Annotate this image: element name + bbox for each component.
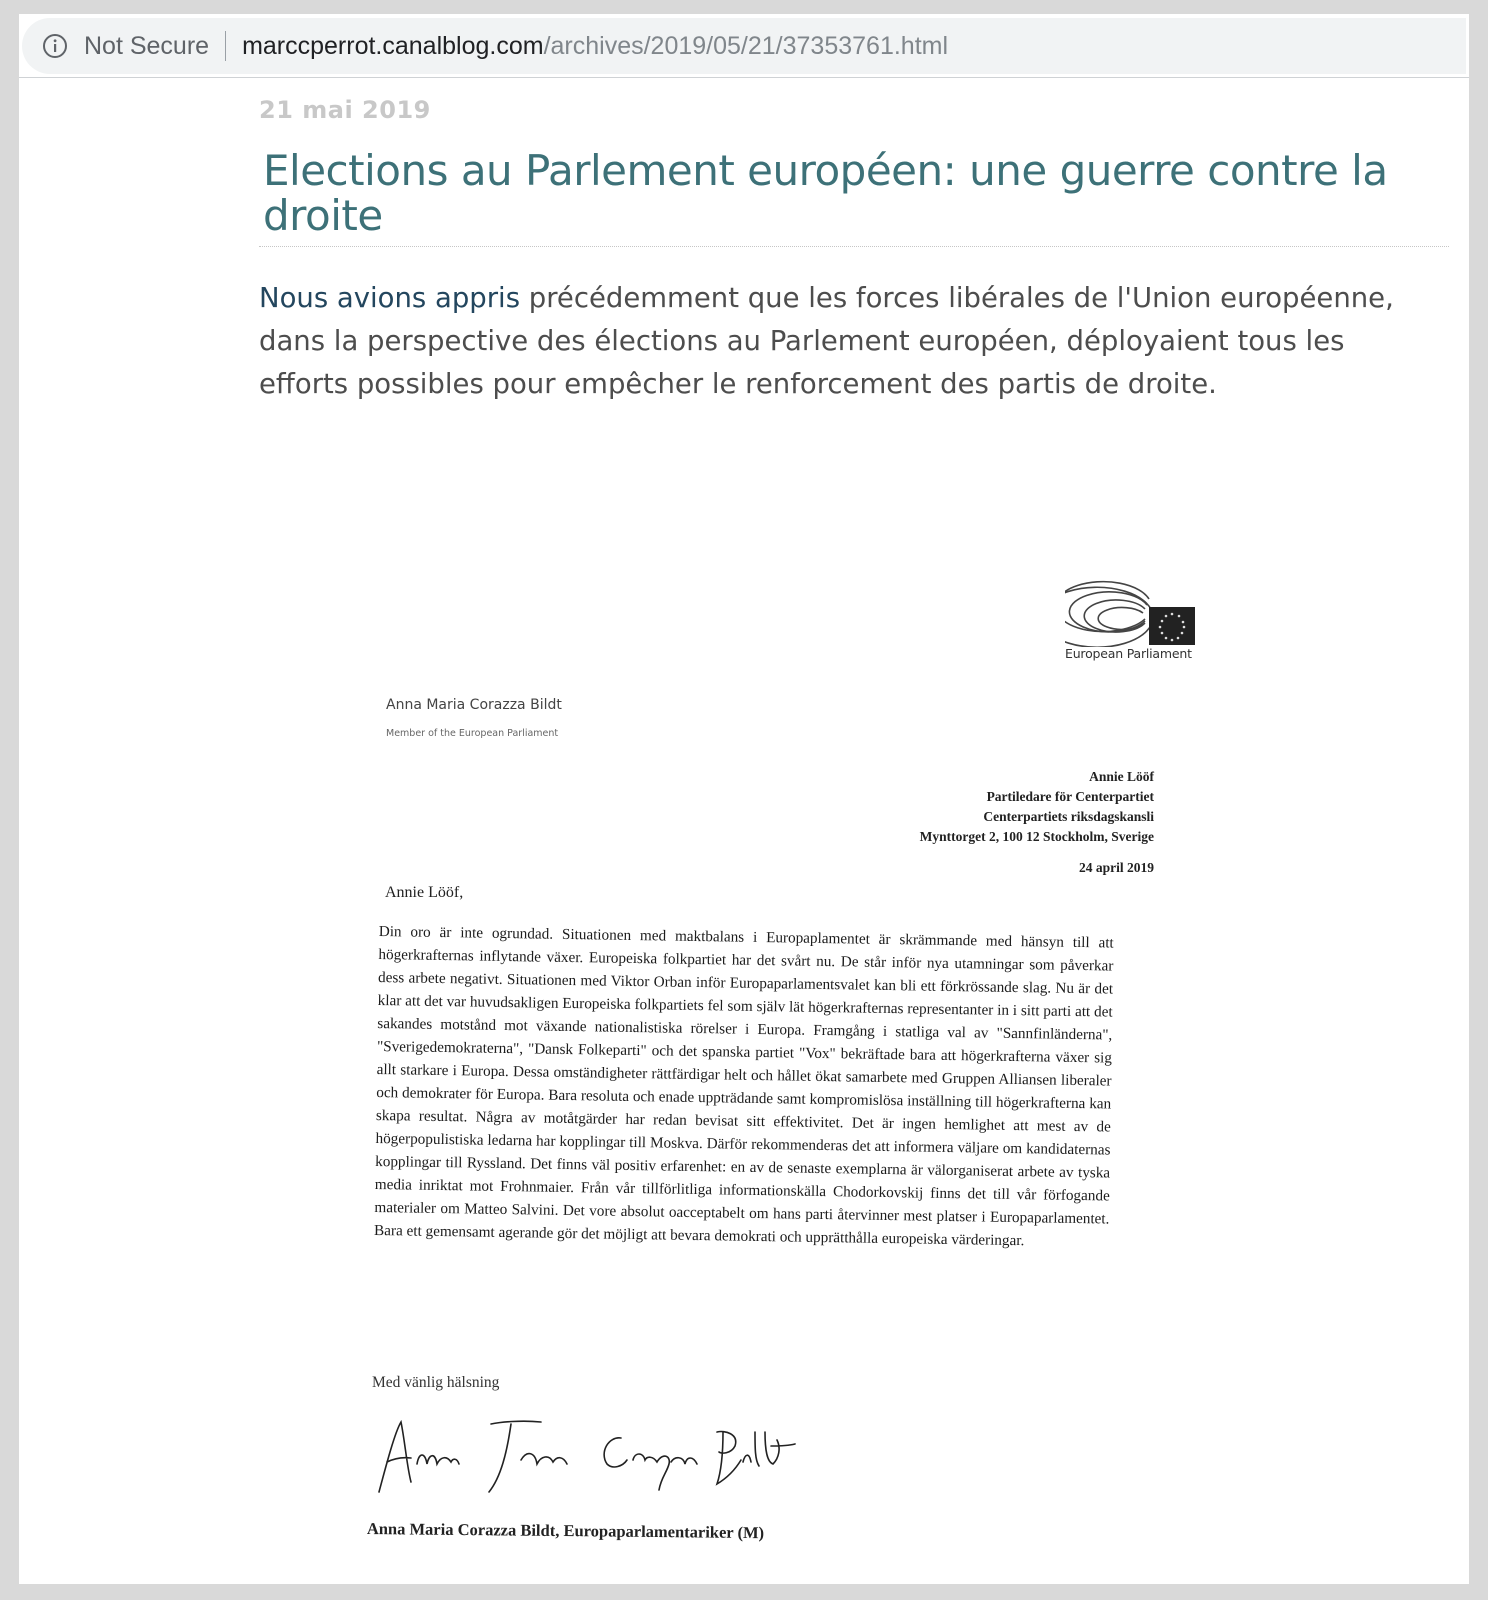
salutation: Annie Lööf, (385, 884, 464, 901)
recipient-line: Annie Lööf (1089, 769, 1154, 784)
url-host: marccperrot.canalblog.com (242, 31, 544, 60)
post-date: 21 mai 2019 (259, 96, 431, 124)
recipient-line: Partiledare för Centerpartiet (986, 789, 1154, 804)
info-circle-icon[interactable] (42, 33, 68, 59)
intro-link[interactable]: Nous avions appris (259, 282, 521, 314)
handwritten-signature (371, 1412, 801, 1502)
recipient-line: Centerpartiets riksdagskansli (983, 809, 1154, 824)
signed-name: Anna Maria Corazza Bildt, Europaparlamentariker (M) (366, 1519, 765, 1543)
european-parliament-logo (1065, 577, 1197, 647)
closing: Med vänlig hälsning (372, 1374, 500, 1391)
sender-role: Member of the European Parliament (386, 728, 559, 739)
toolbar-separator (19, 77, 1469, 78)
scanned-letter (359, 544, 1249, 1584)
address-bar[interactable] (22, 18, 1466, 74)
recipient-address (920, 767, 1154, 847)
post-intro (259, 277, 1439, 406)
letter-body: Din oro är inte ogrundad. Situationen med maktbalans i Europaplamentet är skrämmande med hänsyn till att högerkrafternas inflytande växer. Europeiska folkpartiet har det svårt nu. De står inför nya utamningar som påverkar dess arbete negativt. Situationen med Viktor Orban inför Europaparlamentsvalet kan bli ett förkrössande slag. Nu är det klar att det var huvudsakligen Europeiska folkpartiets fel som själv lät högerkrafternas representanter in i sitt parti att det sakandes motstånd mot växande nationalistiska rörelser i Europa. Framgång i statliga val av "Sannfinländerna", "Sverigedemokraterna", "Dansk Folkeparti" och det spanska partiet "Vox" bekräftade bara att högerkrafterna växer sig allt starkare i Europa. Dessa omständigheter rättfärdigar helt och hållet ökat samarbete med Gruppen Alliansen liberaler och demokrater för Europa. Bara resoluta och enade uppträdande samt kompromislösa inställning till högerkrafterna kan skapa resultat. Några av motåtgärder har redan bevisat sitt effektivitet. Det är ingen hemlighet att mest av de högerpopulistiska ledarna har kopplingar till Moskva. Därför rekommenderas det att informera väljare om kandidaternas kopplingar till Ryssland. Det finns väl positiv erfarenhet: en av de senaste exemplarna är välorganiserat arbete av tyska media inriktat mot Frohnmaier. Från vår tillförlitliga informationskälla Chodorkovskij finns det till vår förfogande materialer om Matteo Salvini. Det vore absolut oacceptabelt om hans parti återvinner mest platser i Europaparlamentet. Bara ett gemensamt agerande gör det möjligt att bevara demokrati och upprätthålla europeiska värderingar. (373, 922, 1114, 1250)
security-label[interactable]: Not Secure (84, 31, 210, 60)
browser-window (19, 14, 1469, 1584)
sender-name: Anna Maria Corazza Bildt (386, 697, 562, 713)
recipient-line: Mynttorget 2, 100 12 Stockholm, Sverige (919, 829, 1154, 844)
address-divider (225, 31, 226, 61)
logo-caption: European Parliament (1065, 646, 1192, 661)
intro-text: précédemment que les forces libérales de l'Union européenne, dans la perspective des élections au Parlement européen, déployaient tous les efforts possibles pour empêcher le renforcement des partis de droite. (259, 282, 1394, 400)
post-title: Elections au Parlement européen: une guerre contre la droite (259, 148, 1449, 247)
url-path: /archives/2019/05/21/37353761.html (543, 31, 949, 60)
letter-date: 24 april 2019 (1078, 860, 1154, 875)
url-text[interactable] (242, 32, 948, 61)
blog-post (259, 84, 1459, 406)
